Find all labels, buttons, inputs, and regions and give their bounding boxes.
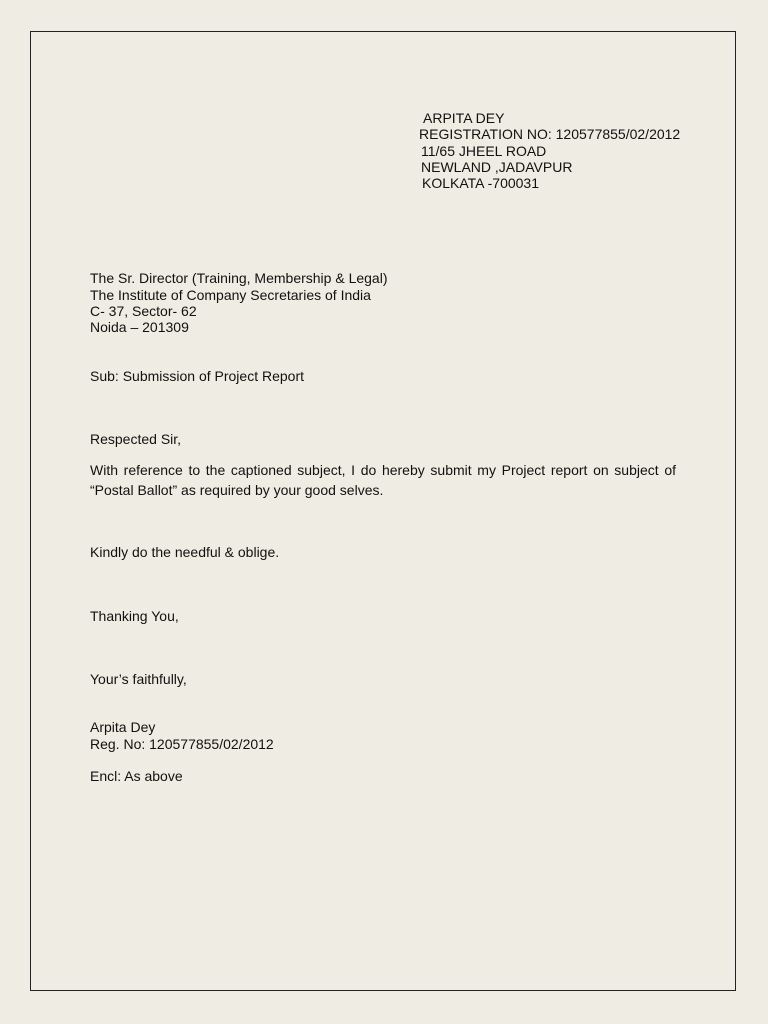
- recipient-line2: The Institute of Company Secretaries of India: [90, 287, 371, 303]
- sender-city: KOLKATA -700031: [422, 175, 539, 191]
- body-paragraph: With reference to the captioned subject, I do hereby submit my Project report on subject of “Postal Ballot” as required by your good selves.: [90, 462, 676, 498]
- letter-page: [30, 31, 736, 991]
- thanks-line: Thanking You,: [90, 608, 179, 624]
- sender-name: ARPITA DEY: [423, 110, 505, 126]
- sender-address-line2: NEWLAND ,JADAVPUR: [421, 159, 573, 175]
- sender-registration: REGISTRATION NO: 120577855/02/2012: [419, 126, 681, 142]
- request-line: Kindly do the needful & oblige.: [90, 544, 280, 560]
- signature-reg: Reg. No: 120577855/02/2012: [90, 736, 274, 752]
- recipient-line1: The Sr. Director (Training, Membership & Legal): [90, 270, 388, 286]
- closing-line: Your’s faithfully,: [90, 671, 187, 687]
- subject-line: Sub: Submission of Project Report: [90, 368, 304, 384]
- salutation: Respected Sir,: [90, 431, 182, 447]
- sender-address-line1: 11/65 JHEEL ROAD: [421, 143, 547, 159]
- signature-name: Arpita Dey: [90, 719, 156, 735]
- recipient-line4: Noida – 201309: [90, 319, 189, 335]
- recipient-line3: C- 37, Sector- 62: [90, 303, 197, 319]
- enclosure-line: Encl: As above: [90, 768, 183, 784]
